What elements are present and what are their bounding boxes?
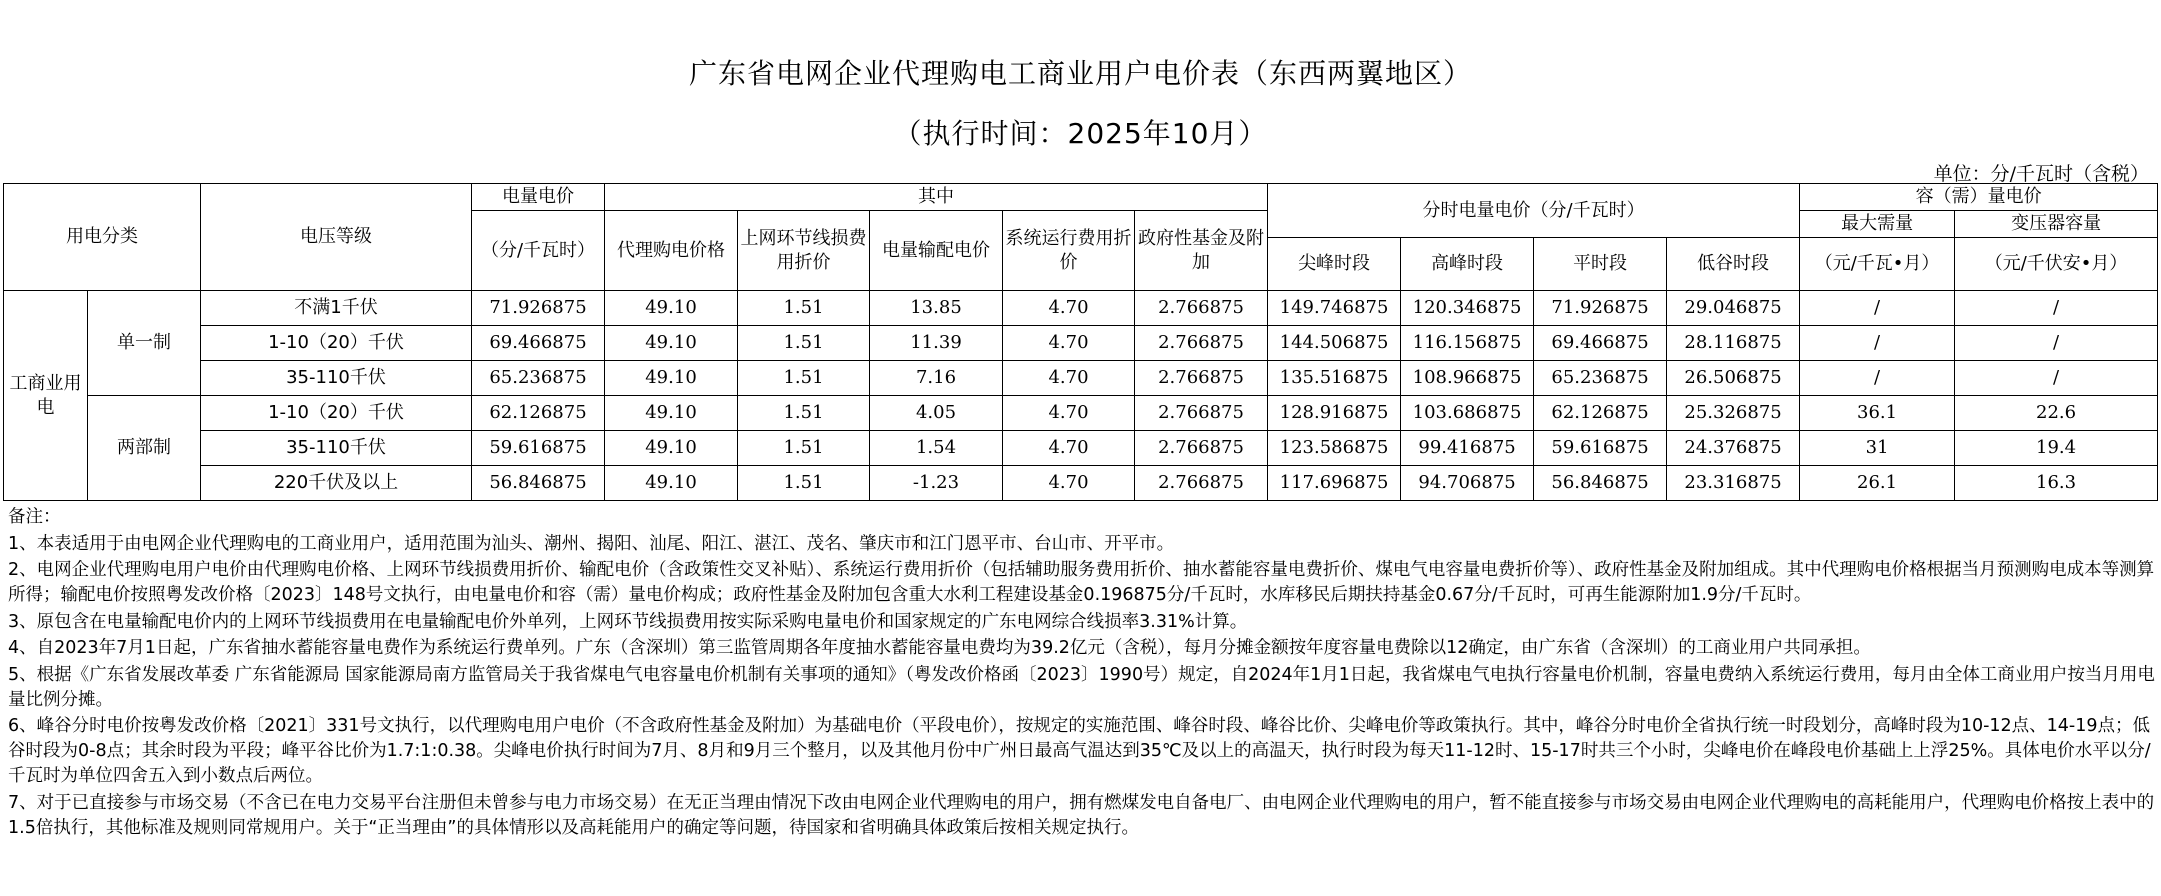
cell-demand: 26.1 <box>1800 466 1955 501</box>
cell-agency: 49.10 <box>605 291 738 326</box>
header-agency-price: 代理购电价格 <box>605 211 738 291</box>
cell-sys: 4.70 <box>1003 396 1135 431</box>
cell-valley: 28.116875 <box>1667 326 1800 361</box>
header-transformer-unit: （元/千伏安•月） <box>1955 238 2158 291</box>
table-row <box>4 326 2158 361</box>
cell-sharp: 149.746875 <box>1268 291 1401 326</box>
document-subtitle: （执行时间：2025年10月） <box>893 117 1268 150</box>
cell-sharp: 135.516875 <box>1268 361 1401 396</box>
cell-sys: 4.70 <box>1003 291 1135 326</box>
cell-flat: 69.466875 <box>1534 326 1667 361</box>
cell-sharp: 117.696875 <box>1268 466 1401 501</box>
note-item: 3、原包含在电量输配电价内的上网环节线损费用在电量输配电价外单列，上网环节线损费用按实际采购电量电价和国家规定的广东电网综合线损率3.31%计算。 <box>8 611 1248 632</box>
note-item: 2、电网企业代理购电用户电价由代理购电价格、上网环节线损费用折价、输配电价（含政策性交叉补贴）、系统运行费用折价（包括辅助服务费用折价、抽水蓄能容量电费折价、煤电气电容量电费折价等）、政府性基金及附加组成。其中代理购电价格根据当月预测购电成本等测算所得；输配电价按照粤发改价格〔2023〕148号文执行，由电量电价和容（需）量电价构成；政府性基金及附加包含重大水利工程建设基金0.196875分/千瓦时，水库移民后期扶持基金0.67分/千瓦时，可再生能源附加1.9分/千瓦时。 <box>8 560 2155 605</box>
cell-loss: 1.51 <box>738 291 870 326</box>
cell-agency: 49.10 <box>605 466 738 501</box>
cell-valley: 26.506875 <box>1667 361 1800 396</box>
note-item: 5、根据《广东省发展改革委 广东省能源局 国家能源局南方监管局关于我省煤电气电容量电价机制有关事项的通知》（粤发改价格函〔2023〕1990号）规定，自2024年1月1日起，我省煤电气电执行容量电价机制，容量电费纳入系统运行费用，每月由全体工商业用户按当月用电量比例分摊。 <box>8 664 2155 710</box>
header-of-which: 其中 <box>605 184 1268 211</box>
cell-fund: 2.766875 <box>1135 291 1268 326</box>
cell-fund: 2.766875 <box>1135 466 1268 501</box>
document-title: 广东省电网企业代理购电工商业用户电价表（东西两翼地区） <box>688 57 1472 90</box>
cell-trans: 13.85 <box>870 291 1003 326</box>
table-row <box>4 466 2158 501</box>
cell-demand: / <box>1800 326 1955 361</box>
unit-label: 单位：分/千瓦时（含税） <box>1933 163 2149 185</box>
header-peak: 高峰时段 <box>1401 238 1534 291</box>
cell-fund: 2.766875 <box>1135 326 1268 361</box>
cell-trans: 1.54 <box>870 431 1003 466</box>
cell-peak: 120.346875 <box>1401 291 1534 326</box>
cell-loss: 1.51 <box>738 326 870 361</box>
cell-energy: 65.236875 <box>472 361 605 396</box>
cell-valley: 24.376875 <box>1667 431 1800 466</box>
cell-valley: 25.326875 <box>1667 396 1800 431</box>
cell-fund: 2.766875 <box>1135 361 1268 396</box>
header-tou-group: 分时电量电价（分/千瓦时） <box>1268 184 1800 238</box>
header-capacity-group: 容（需）量电价 <box>1800 184 2158 211</box>
cell-energy: 62.126875 <box>472 396 605 431</box>
cell-trans: 11.39 <box>870 326 1003 361</box>
notes-heading: 备注： <box>8 507 61 527</box>
cell-flat: 56.846875 <box>1534 466 1667 501</box>
table-row <box>4 361 2158 396</box>
price-table <box>3 183 2158 501</box>
cell-energy: 69.466875 <box>472 326 605 361</box>
header-voltage: 电压等级 <box>201 184 472 291</box>
cell-sharp: 144.506875 <box>1268 326 1401 361</box>
note-item: 7、对于已直接参与市场交易（不含已在电力交易平台注册但未曾参与电力市场交易）在无正当理由情况下改由电网企业代理购电的用户，拥有燃煤发电自备电厂、由电网企业代理购电的用户，暂不能直接参与市场交易由电网企业代理购电的高耗能用户，代理购电价格按上表中的1.5倍执行，其他标准及规则同常规用户。关于“正当理由”的具体情形以及高耗能用户的确定等问题，待国家和省明确具体政策后按相关规定执行。 <box>8 792 2155 838</box>
cell-sys: 4.70 <box>1003 466 1135 501</box>
notes-section <box>8 505 2156 842</box>
cell-transformer: / <box>1955 361 2158 396</box>
cell-peak: 94.706875 <box>1401 466 1534 501</box>
cell-flat: 62.126875 <box>1534 396 1667 431</box>
cell-flat: 71.926875 <box>1534 291 1667 326</box>
cell-valley: 23.316875 <box>1667 466 1800 501</box>
cell-energy: 71.926875 <box>472 291 605 326</box>
table-row <box>4 396 2158 431</box>
header-max-demand: 最大需量 <box>1800 211 1955 238</box>
cell-peak: 116.156875 <box>1401 326 1534 361</box>
cell-loss: 1.51 <box>738 396 870 431</box>
cell-loss: 1.51 <box>738 466 870 501</box>
cell-agency: 49.10 <box>605 396 738 431</box>
header-energy-price-unit: （分/千瓦时） <box>472 211 605 291</box>
cell-agency: 49.10 <box>605 431 738 466</box>
cell-peak: 103.686875 <box>1401 396 1534 431</box>
cell-demand: / <box>1800 361 1955 396</box>
header-line-loss: 上网环节线损费用折价 <box>738 211 870 291</box>
note-item: 6、峰谷分时电价按粤发改价格〔2021〕331号文执行，以代理购电用户电价（不含政府性基金及附加）为基础电价（平段电价），按规定的实施范围、峰谷时段、峰谷比价、尖峰电价等政策执行。其中，峰谷分时电价全省执行统一时段划分，高峰时段为10-12点、14-19点；低谷时段为0-8点；其余时段为平段；峰平谷比价为1.7:1:0.38。尖峰电价执行时间为7月、8月和9月三个整月，以及其他月份中广州日最高气温达到35℃及以上的高温天，执行时段为每天11-12时、15-17时共三个小时，尖峰电价在峰段电价基础上上浮25%。具体电价水平以分/千瓦时为单位四舍五入到小数点后两位。 <box>8 716 2151 786</box>
cell-voltage: 35-110千伏 <box>201 431 472 466</box>
note-item: 4、自2023年7月1日起，广东省抽水蓄能容量电费作为系统运行费单列。广东（含深圳）第三监管周期各年度抽水蓄能容量电费均为39.2亿元（含税），每月分摊金额按年度容量电费除以12确定，由广东省（含深圳）的工商业用户共同承担。 <box>8 638 1871 658</box>
cell-demand: 31 <box>1800 431 1955 466</box>
category-single: 单一制 <box>88 291 201 396</box>
header-peak-sharp: 尖峰时段 <box>1268 238 1401 291</box>
header-system-cost: 系统运行费用折价 <box>1003 211 1135 291</box>
category-main: 工商业用电 <box>4 291 88 501</box>
header-flat: 平时段 <box>1534 238 1667 291</box>
header-row-1 <box>4 184 2158 211</box>
header-category: 用电分类 <box>4 184 201 291</box>
cell-voltage: 35-110千伏 <box>201 361 472 396</box>
cell-peak: 99.416875 <box>1401 431 1534 466</box>
cell-flat: 65.236875 <box>1534 361 1667 396</box>
header-valley: 低谷时段 <box>1667 238 1800 291</box>
header-transmission: 电量输配电价 <box>870 211 1003 291</box>
cell-sys: 4.70 <box>1003 326 1135 361</box>
cell-energy: 59.616875 <box>472 431 605 466</box>
cell-trans: -1.23 <box>870 466 1003 501</box>
table-row <box>4 431 2158 466</box>
table-row <box>4 291 2158 326</box>
cell-voltage: 220千伏及以上 <box>201 466 472 501</box>
cell-flat: 59.616875 <box>1534 431 1667 466</box>
cell-transformer: 19.4 <box>1955 431 2158 466</box>
cell-sys: 4.70 <box>1003 431 1135 466</box>
cell-demand: / <box>1800 291 1955 326</box>
cell-transformer: / <box>1955 291 2158 326</box>
header-max-demand-unit: （元/千瓦•月） <box>1800 238 1955 291</box>
cell-voltage: 不满1千伏 <box>201 291 472 326</box>
cell-trans: 4.05 <box>870 396 1003 431</box>
header-energy-price: 电量电价 <box>472 184 605 211</box>
cell-agency: 49.10 <box>605 326 738 361</box>
cell-loss: 1.51 <box>738 361 870 396</box>
cell-transformer: 16.3 <box>1955 466 2158 501</box>
cell-loss: 1.51 <box>738 431 870 466</box>
cell-agency: 49.10 <box>605 361 738 396</box>
cell-trans: 7.16 <box>870 361 1003 396</box>
cell-fund: 2.766875 <box>1135 396 1268 431</box>
cell-transformer: 22.6 <box>1955 396 2158 431</box>
header-gov-fund: 政府性基金及附加 <box>1135 211 1268 291</box>
cell-fund: 2.766875 <box>1135 431 1268 466</box>
cell-peak: 108.966875 <box>1401 361 1534 396</box>
cell-sys: 4.70 <box>1003 361 1135 396</box>
cell-energy: 56.846875 <box>472 466 605 501</box>
cell-sharp: 128.916875 <box>1268 396 1401 431</box>
cell-voltage: 1-10（20）千伏 <box>201 326 472 361</box>
cell-valley: 29.046875 <box>1667 291 1800 326</box>
cell-sharp: 123.586875 <box>1268 431 1401 466</box>
cell-voltage: 1-10（20）千伏 <box>201 396 472 431</box>
header-transformer: 变压器容量 <box>1955 211 2158 238</box>
note-item: 1、本表适用于由电网企业代理购电的工商业用户，适用范围为汕头、潮州、揭阳、汕尾、阳江、湛江、茂名、肇庆市和江门恩平市、台山市、开平市。 <box>8 533 1175 554</box>
cell-transformer: / <box>1955 326 2158 361</box>
category-two-part: 两部制 <box>88 396 201 501</box>
cell-demand: 36.1 <box>1800 396 1955 431</box>
